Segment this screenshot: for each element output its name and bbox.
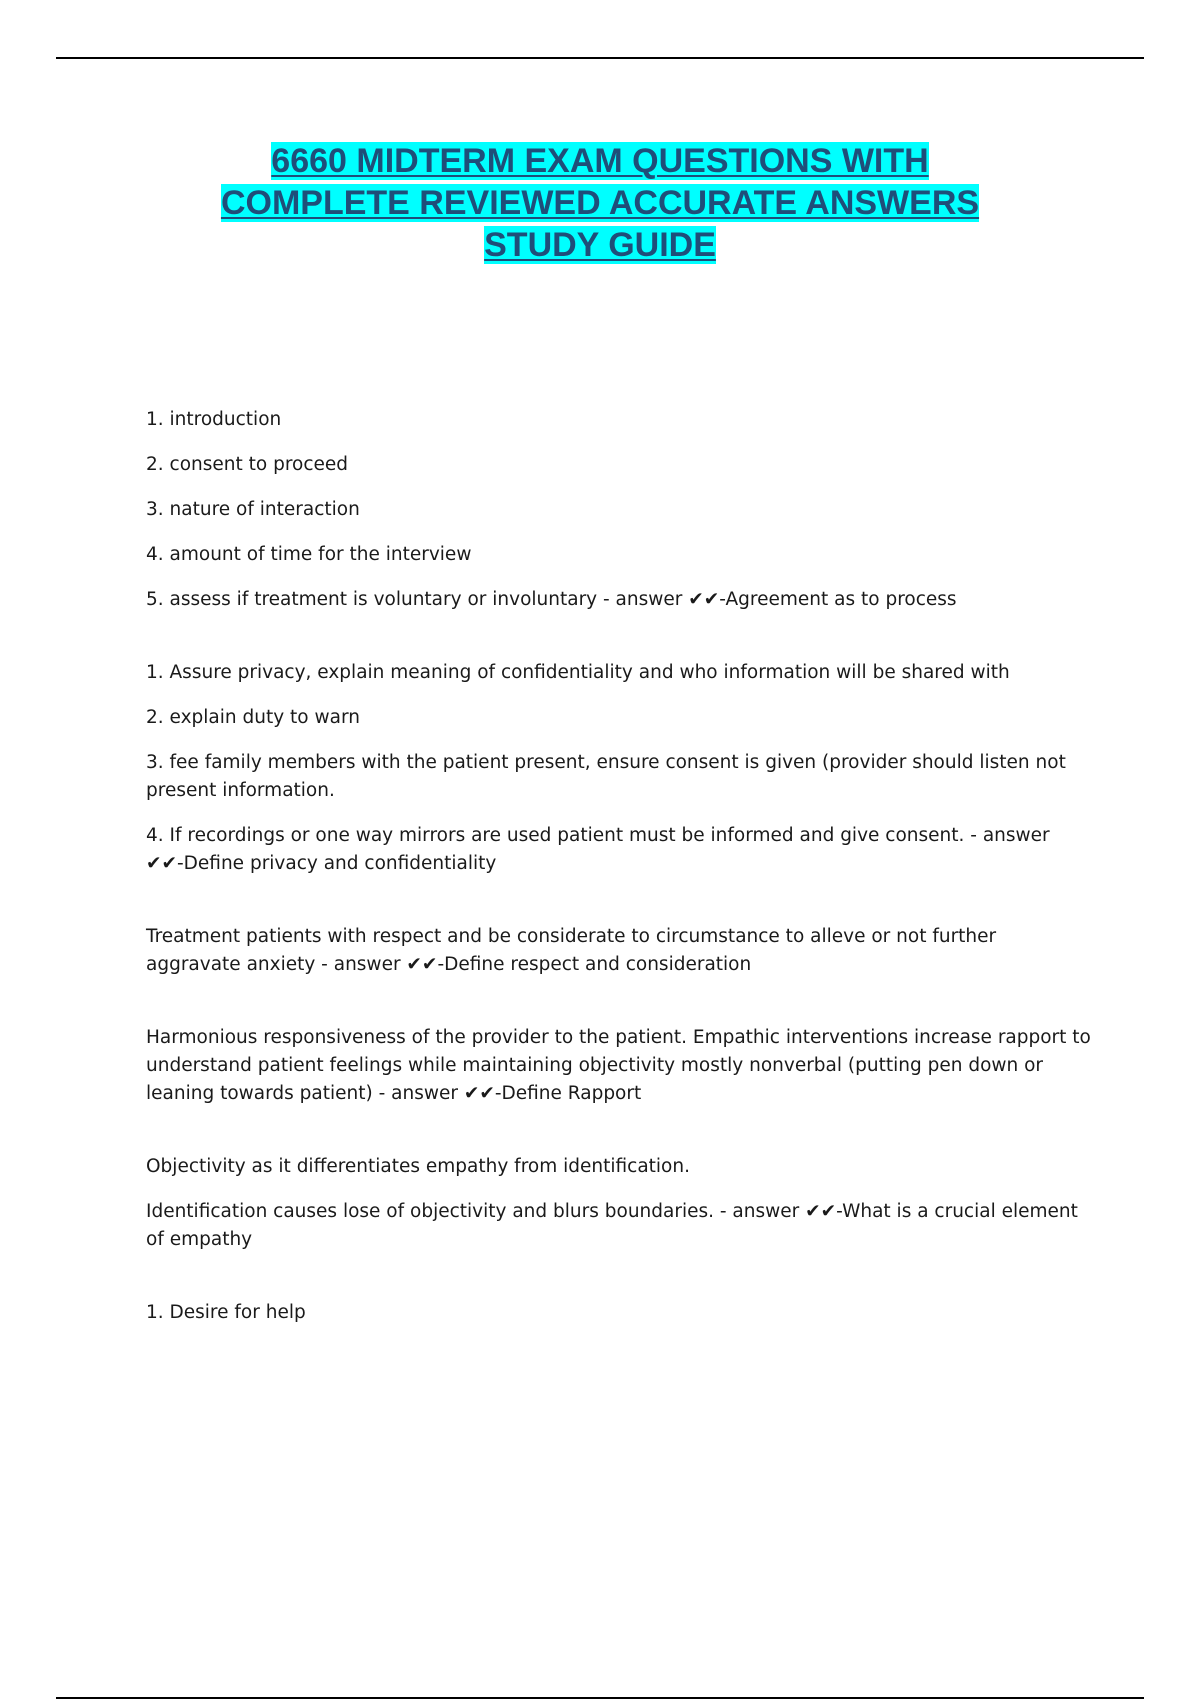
paragraph: 1. introduction (146, 409, 282, 430)
paragraph: Objectivity as it differentiates empathy from identification. (146, 1156, 690, 1177)
title-line-2: COMPLETE REVIEWED ACCURATE ANSWERS (220, 184, 980, 222)
paragraph: 2. consent to proceed (146, 454, 349, 475)
paragraph: 4. If recordings or one way mirrors are used patient must be informed and give consent. - answer ✔✔-Define privacy and confidentiality (146, 825, 1050, 874)
paragraph: Harmonious responsiveness of the provider to the patient. Empathic interventions increase rapport to understand patient feelings while maintaining objectivity mostly nonverbal (putting pen down or leaning towards patient) - answer ✔✔-Define Rapport (146, 1027, 1091, 1104)
header-rule (56, 57, 1144, 59)
paragraph: 3. fee family members with the patient present, ensure consent is given (provider should listen not present information. (146, 752, 1066, 801)
qa-block-agreement (146, 406, 1092, 614)
document-title (130, 140, 1070, 266)
qa-block-empathy (146, 1153, 1092, 1254)
qa-block-privacy (146, 659, 1092, 878)
title-line-1: 6660 MIDTERM EXAM QUESTIONS WITH (271, 142, 929, 180)
paragraph: Identification causes lose of objectivity and blurs boundaries. - answer ✔✔-What is a crucial element of empathy (146, 1201, 1078, 1250)
paragraph: 5. assess if treatment is voluntary or involuntary - answer ✔✔-Agreement as to process (146, 589, 957, 610)
paragraph: 2. explain duty to warn (146, 707, 360, 728)
paragraph: 4. amount of time for the interview (146, 544, 472, 565)
qa-block-rapport (146, 1024, 1092, 1108)
footer-rule (56, 1697, 1144, 1699)
paragraph: 1. Assure privacy, explain meaning of confidentiality and who information will be shared with (146, 662, 1010, 683)
qa-block-respect (146, 923, 1092, 979)
qa-block-desire (146, 1299, 1092, 1327)
title-line-3: STUDY GUIDE (484, 226, 716, 264)
document-body (146, 406, 1092, 1344)
paragraph: 3. nature of interaction (146, 499, 360, 520)
paragraph: Treatment patients with respect and be considerate to circumstance to alleve or not further aggravate anxiety - answer ✔✔-Define respect and consideration (146, 926, 997, 975)
paragraph: 1. Desire for help (146, 1302, 306, 1323)
